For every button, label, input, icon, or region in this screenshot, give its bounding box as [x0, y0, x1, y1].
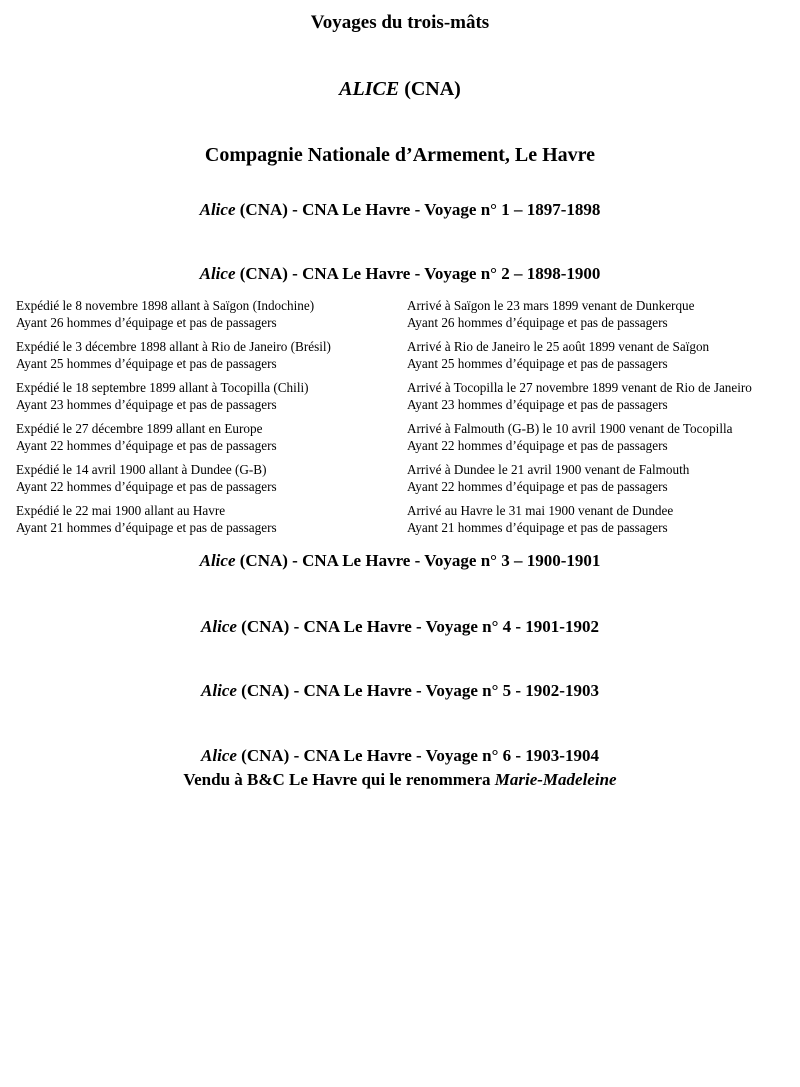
- ship-code: (CNA): [399, 78, 461, 100]
- voyage-2-heading: [0, 264, 800, 284]
- arrival-text: Arrivé à Dundee le 21 avril 1900 venant de Falmouth: [407, 462, 690, 477]
- voyage-3-heading: [0, 551, 800, 571]
- arrival-text: Arrivé à Falmouth (G-B) le 10 avril 1900 venant de Tocopilla: [407, 421, 733, 436]
- voyage-ship-name: Alice: [199, 551, 236, 570]
- voyage-6-heading: [0, 746, 800, 766]
- departure-crew: Ayant 22 hommes d’équipage et pas de passagers: [16, 478, 277, 494]
- event-row: [16, 380, 800, 421]
- voyage-2-events: [16, 298, 800, 544]
- event-row: [16, 503, 800, 544]
- new-ship-name: Marie-Madeleine: [494, 770, 617, 789]
- arrival-crew: Ayant 23 hommes d’équipage et pas de passagers: [407, 396, 668, 412]
- departure-text: Expédié le 14 avril 1900 allant à Dundee (G-B): [16, 462, 267, 477]
- ship-name: ALICE: [339, 78, 400, 100]
- departure-crew: Ayant 25 hommes d’équipage et pas de passagers: [16, 355, 277, 371]
- voyage-5-heading: [0, 681, 800, 701]
- departure-crew: Ayant 26 hommes d’équipage et pas de passagers: [16, 314, 277, 330]
- arrival-crew: Ayant 22 hommes d’équipage et pas de passagers: [407, 437, 668, 453]
- departure-crew: Ayant 22 hommes d’équipage et pas de passagers: [16, 437, 277, 453]
- sale-text: Vendu à B&C Le Havre qui le renommera: [183, 770, 495, 789]
- departure-crew: Ayant 21 hommes d’équipage et pas de passagers: [16, 519, 277, 535]
- voyage-4-heading: [0, 617, 800, 637]
- voyage-label: (CNA) - CNA Le Havre - Voyage n° 5 - 1902-1903: [236, 681, 599, 700]
- arrival-crew: Ayant 22 hommes d’équipage et pas de passagers: [407, 478, 668, 494]
- arrival-crew: Ayant 25 hommes d’équipage et pas de passagers: [407, 355, 668, 371]
- departure-entry: [16, 339, 407, 380]
- voyage-label: (CNA) - CNA Le Havre - Voyage n° 1 – 1897-1898: [235, 200, 601, 219]
- voyage-ship-name: Alice: [199, 200, 236, 219]
- departure-entry: [16, 421, 407, 462]
- arrival-entry: [407, 421, 800, 462]
- company-heading: Compagnie Nationale d’Armement, Le Havre: [204, 144, 596, 166]
- departure-text: Expédié le 18 septembre 1899 allant à Tocopilla (Chili): [16, 380, 309, 395]
- departure-entry: [16, 380, 407, 421]
- document-title: Voyages du trois-mâts: [310, 12, 490, 33]
- sale-note: [0, 770, 800, 790]
- arrival-text: Arrivé à Saïgon le 23 mars 1899 venant de Dunkerque: [407, 298, 695, 313]
- voyage-ship-name: Alice: [201, 746, 237, 765]
- arrival-text: Arrivé au Havre le 31 mai 1900 venant de Dundee: [407, 503, 674, 518]
- arrival-crew: Ayant 21 hommes d’équipage et pas de passagers: [407, 519, 668, 535]
- event-row: [16, 298, 800, 339]
- voyage-label: (CNA) - CNA Le Havre - Voyage n° 6 - 1903-1904: [236, 746, 599, 765]
- ship-heading: [0, 78, 800, 101]
- arrival-text: Arrivé à Tocopilla le 27 novembre 1899 venant de Rio de Janeiro: [407, 380, 752, 395]
- voyage-1-heading: [0, 200, 800, 220]
- departure-text: Expédié le 8 novembre 1898 allant à Saïgon (Indochine): [16, 298, 315, 313]
- arrival-entry: [407, 462, 800, 503]
- voyage-label: (CNA) - CNA Le Havre - Voyage n° 3 – 1900-1901: [235, 551, 601, 570]
- departure-entry: [16, 462, 407, 503]
- departure-entry: [16, 298, 407, 339]
- arrival-crew: Ayant 26 hommes d’équipage et pas de passagers: [407, 314, 668, 330]
- departure-crew: Ayant 23 hommes d’équipage et pas de passagers: [16, 396, 277, 412]
- arrival-entry: [407, 380, 800, 421]
- departure-text: Expédié le 22 mai 1900 allant au Havre: [16, 503, 226, 518]
- arrival-text: Arrivé à Rio de Janeiro le 25 août 1899 venant de Saïgon: [407, 339, 710, 354]
- event-row: [16, 339, 800, 380]
- arrival-entry: [407, 339, 800, 380]
- departure-entry: [16, 503, 407, 544]
- event-row: [16, 421, 800, 462]
- voyage-label: (CNA) - CNA Le Havre - Voyage n° 2 – 1898-1900: [235, 264, 601, 283]
- arrival-entry: [407, 503, 800, 544]
- departure-text: Expédié le 3 décembre 1898 allant à Rio de Janeiro (Brésil): [16, 339, 331, 354]
- departure-text: Expédié le 27 décembre 1899 allant en Europe: [16, 421, 263, 436]
- voyage-ship-name: Alice: [199, 264, 236, 283]
- arrival-entry: [407, 298, 800, 339]
- voyage-label: (CNA) - CNA Le Havre - Voyage n° 4 - 1901-1902: [236, 617, 599, 636]
- event-row: [16, 462, 800, 503]
- voyage-ship-name: Alice: [201, 681, 237, 700]
- voyage-ship-name: Alice: [201, 617, 237, 636]
